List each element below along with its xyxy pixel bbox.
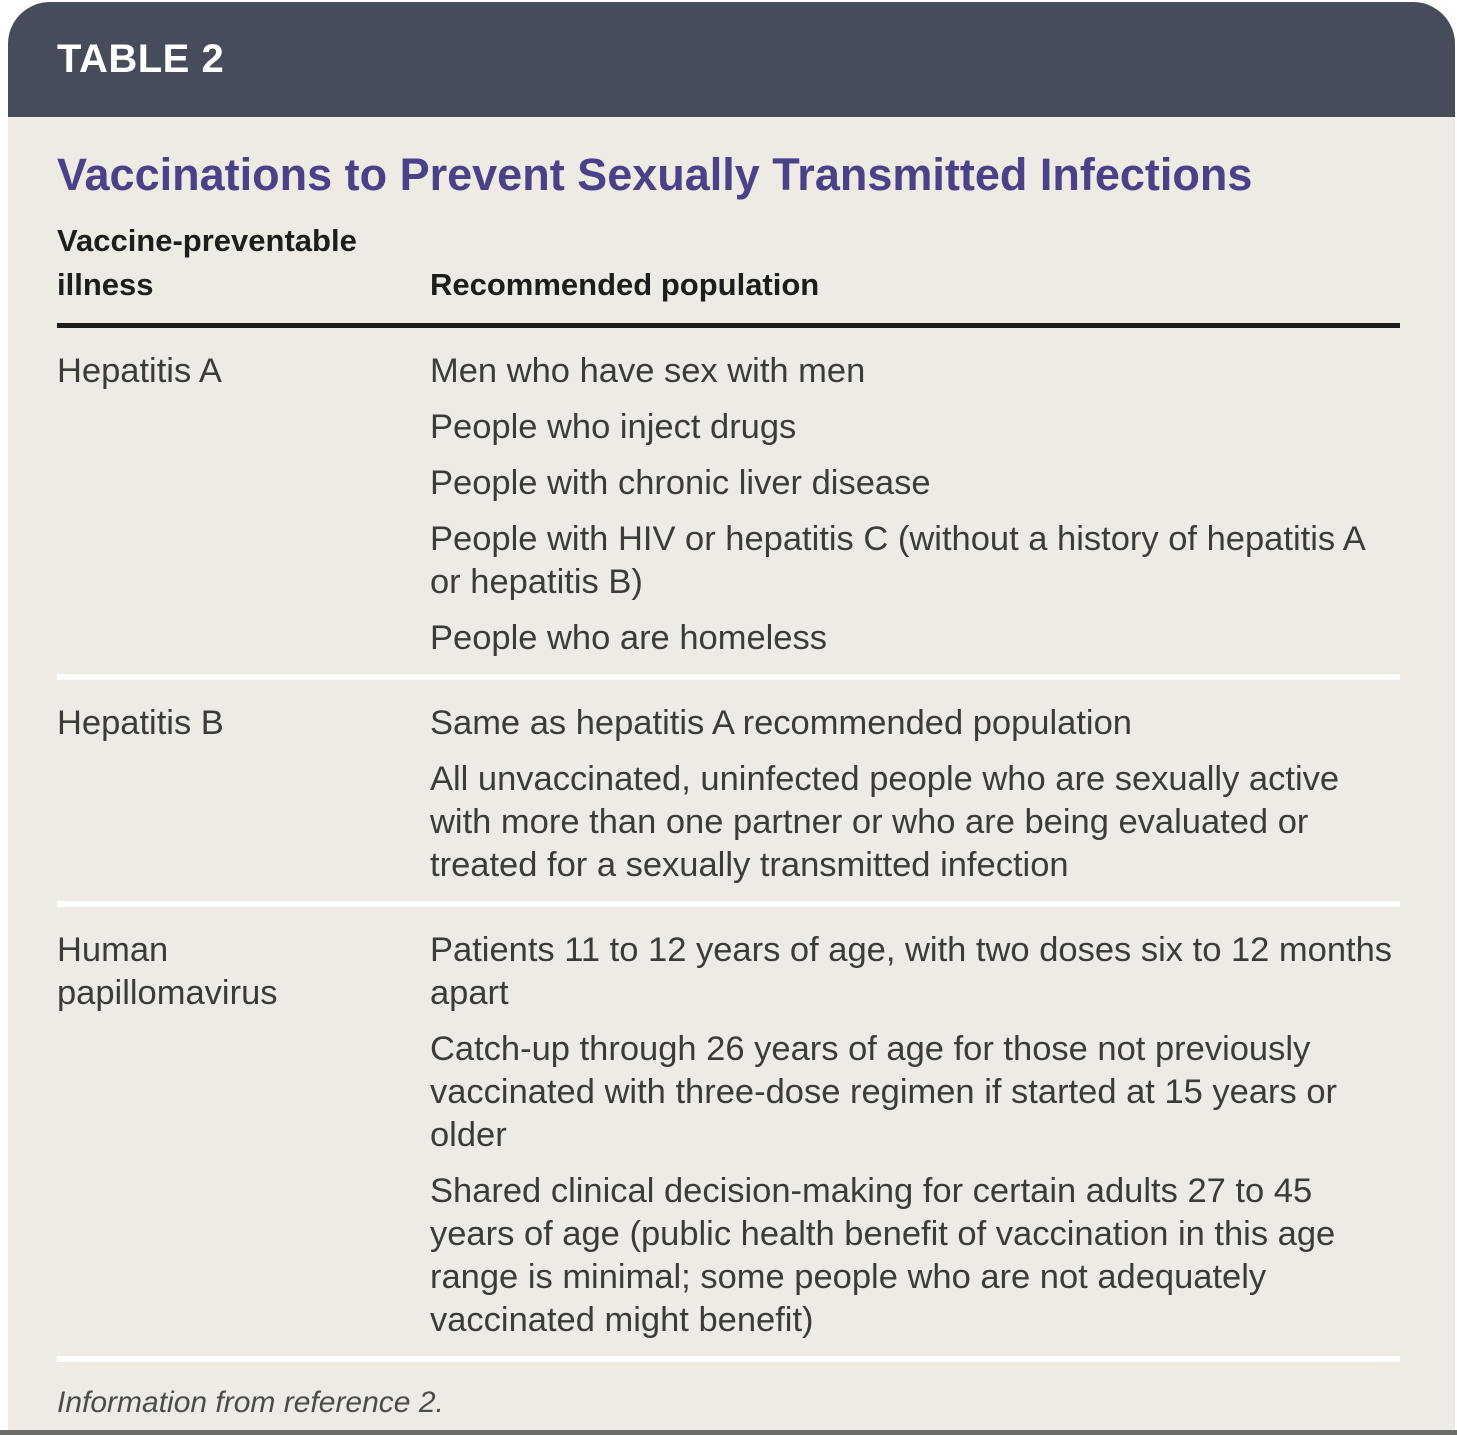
populations-cell [430,929,1400,1342]
table-row [57,907,1400,1362]
population-item: People with HIV or hepatitis C (without a history of hepatitis A or hepatitis B) [430,520,1364,601]
table-footnote: Information from reference 2. [57,1386,444,1419]
population-item: Shared clinical decision-making for certain adults 27 to 45 years of age (public health benefit of vaccination in this age range is minimal; some people who are not adequately vaccinated might benefit) [430,1172,1336,1339]
table-title: Vaccinations to Prevent Sexually Transmitted Infections [57,149,1253,200]
population-item: Patients 11 to 12 years of age, with two doses six to 12 months apart [430,931,1393,1012]
populations-cell [430,350,1400,660]
illness-cell: Human papillomavirus [57,931,278,1012]
population-item: Men who have sex with men [430,352,866,390]
table-number-label: TABLE 2 [57,37,225,81]
table-card-header [8,2,1455,117]
illness-cell: Hepatitis B [57,704,224,742]
populations-cell [430,702,1400,887]
table-row [57,328,1400,680]
population-item: Same as hepatitis A recommended population [430,704,1132,742]
column-header-illness: Vaccine-preventable illness [57,223,357,302]
table-row [57,680,1400,907]
page-bottom-edge [0,1430,1457,1435]
table-card [8,2,1455,1435]
population-item: People who are homeless [430,619,827,657]
table-card-body [8,117,1455,1435]
population-item: Catch-up through 26 years of age for those not previously vaccinated with three-dose regimen if started at 15 years or older [430,1030,1338,1154]
table-column-headers [57,219,1400,328]
column-header-population: Recommended population [430,267,820,302]
table-body [57,328,1400,1362]
population-item: People with chronic liver disease [430,464,931,502]
population-item: People who inject drugs [430,408,797,446]
population-item: All unvaccinated, uninfected people who are sexually active with more than one partner or who are being evaluated or treated for a sexually transmitted infection [430,760,1340,884]
illness-cell: Hepatitis A [57,352,222,390]
